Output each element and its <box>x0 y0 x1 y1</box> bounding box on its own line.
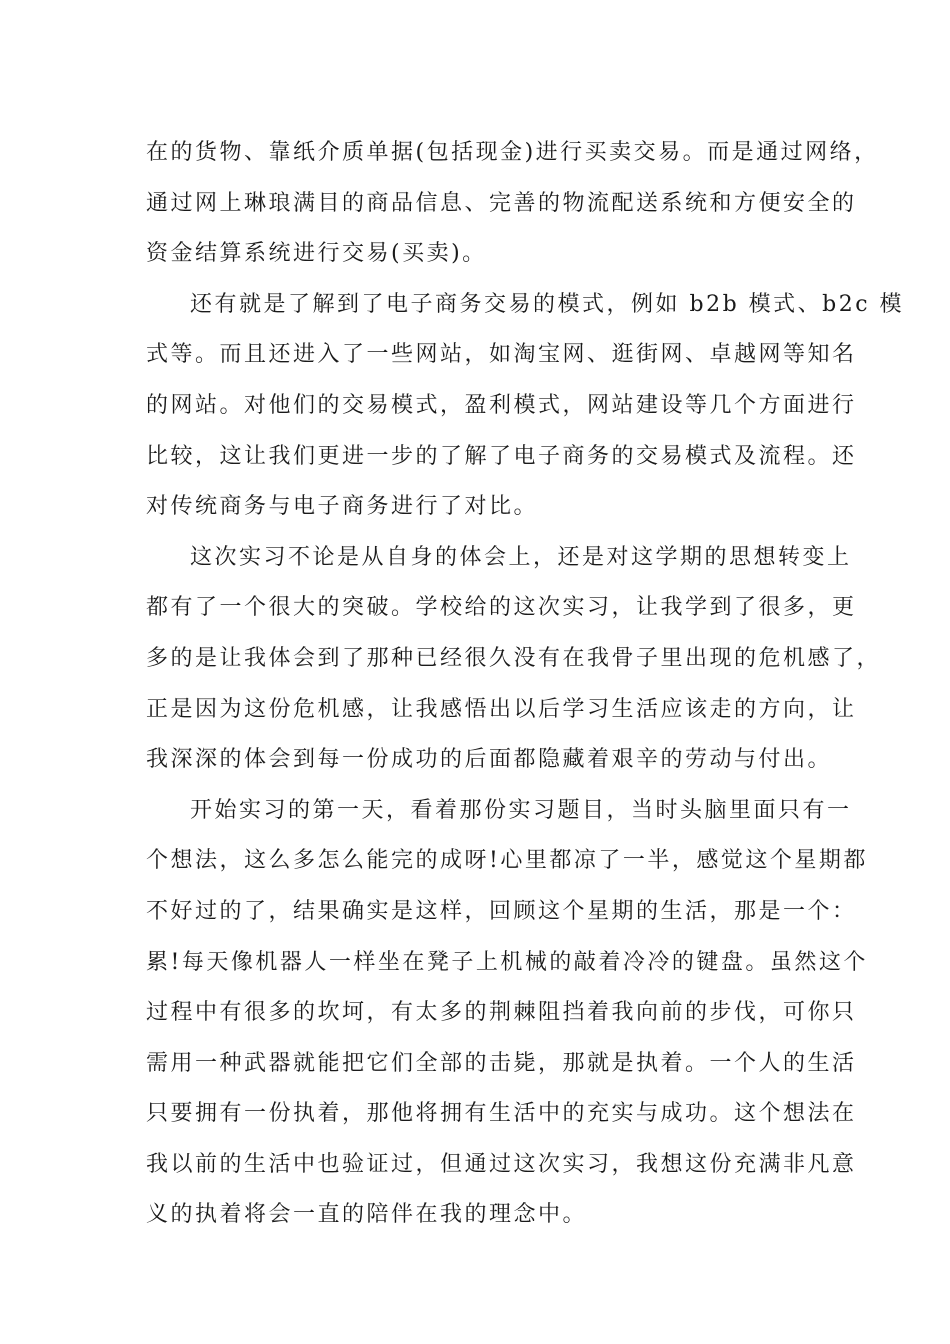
document-body <box>146 128 905 1241</box>
paragraph-2 <box>146 280 905 533</box>
text-line: 不好过的了，结果确实是这样，回顾这个星期的生活，那是一个： <box>146 898 857 924</box>
text-line: 累!每天像机器人一样坐在凳子上机械的敲着冷冷的键盘。虽然这个 <box>146 949 868 975</box>
text-line: 正是因为这份危机感，让我感悟出以后学习生活应该走的方向，让 <box>146 696 857 722</box>
text-line: 资金结算系统进行交易(买卖)。 <box>146 241 487 267</box>
text-line: 需用一种武器就能把它们全部的击毙，那就是执着。一个人的生活 <box>146 1050 857 1076</box>
text-line: 在的货物、靠纸介质单据(包括现金)进行买卖交易。而是通过网络， <box>146 140 879 165</box>
text-line: 通过网上琳琅满目的商品信息、完善的物流配送系统和方便安全的 <box>146 190 857 216</box>
paragraph-1 <box>146 128 879 280</box>
text-line: 个想法，这么多怎么能完的成呀!心里都凉了一半，感觉这个星期都 <box>146 848 868 874</box>
text-line: 比较，这让我们更进一步的了解了电子商务的交易模式及流程。还 <box>146 443 857 469</box>
text-line: 开始实习的第一天，看着那份实习题目，当时头脑里面只有一 <box>190 797 852 823</box>
text-line: 都有了一个很大的突破。学校给的这次实习，让我学到了很多，更 <box>146 595 857 621</box>
paragraph-3 <box>146 533 882 786</box>
paragraph-4 <box>146 786 868 1241</box>
text-line: 这次实习不论是从自身的体会上，还是对这学期的思想转变上 <box>190 544 852 570</box>
text-line: 义的执着将会一直的陪伴在我的理念中。 <box>146 1202 588 1228</box>
text-line: 我以前的生活中也验证过，但通过这次实习，我想这份充满非凡意 <box>146 1151 857 1177</box>
text-line: 过程中有很多的坎坷，有太多的荆棘阻挡着我向前的步伐，可你只 <box>146 1000 857 1026</box>
text-line: 还有就是了解到了电子商务交易的模式，例如 b2b 模式、b2c 模 <box>190 291 905 317</box>
text-line: 式等。而且还进入了一些网站，如淘宝网、逛街网、卓越网等知名 <box>146 342 857 368</box>
text-line: 的网站。对他们的交易模式，盈利模式，网站建设等几个方面进行 <box>146 392 857 418</box>
text-line: 只要拥有一份执着，那他将拥有生活中的充实与成功。这个想法在 <box>146 1101 857 1127</box>
text-line: 我深深的体会到每一份成功的后面都隐藏着艰辛的劳动与付出。 <box>146 747 833 773</box>
text-line: 对传统商务与电子商务进行了对比。 <box>146 494 539 520</box>
text-line: 多的是让我体会到了那种已经很久没有在我骨子里出现的危机感了， <box>146 645 882 671</box>
